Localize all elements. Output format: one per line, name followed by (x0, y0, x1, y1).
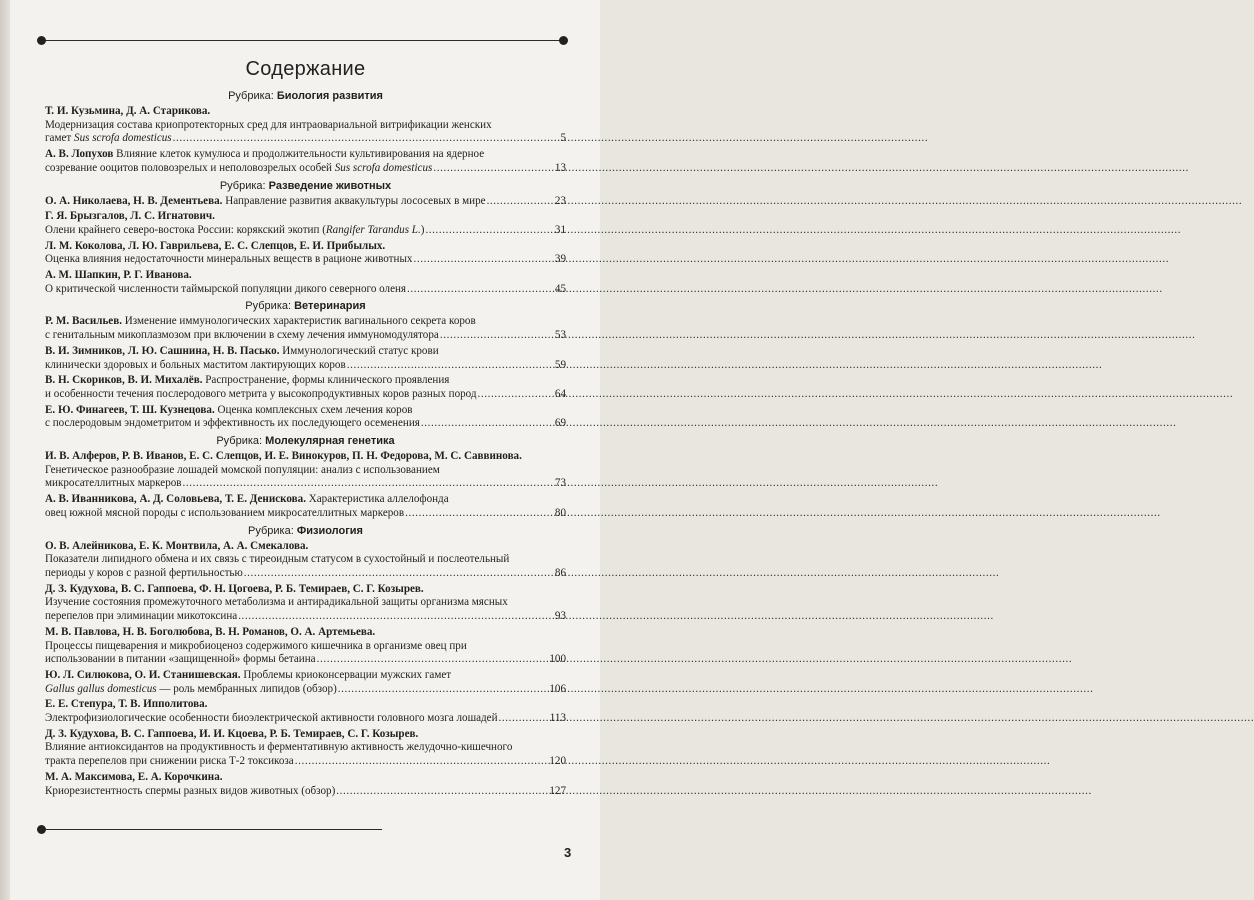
entry-first-line: А. В. Иванникова, А. Д. Соловьева, Т. Е. Денискова. Характеристика аллелофонда (45, 493, 449, 506)
entry-title-text: Gallus gallus domesticus — роль мембранных липидов (обзор) (45, 682, 337, 695)
toc-entry[interactable] (45, 728, 566, 769)
toc-entry[interactable] (45, 210, 566, 237)
entry-first-line (45, 771, 566, 785)
entry-page-number: 73 (554, 477, 566, 490)
entry-authors: Ю. Л. Силюкова, О. И. Станишевская. (45, 668, 241, 681)
entry-page-number: 86 (554, 566, 566, 579)
entry-authors: Т. И. Кузьмина, Д. А. Старикова. (45, 105, 211, 117)
entry-title-line: Изучение состояния промежуточного метаболизма и антирадикальной защиты организма мясных (45, 596, 508, 609)
entry-title-line: Модернизация состава криопротекторных сред для интраовариальной витрификации женских (45, 118, 492, 131)
toc-entry[interactable] (45, 269, 566, 296)
rubric-heading (45, 300, 566, 312)
entry-authors: А. М. Шапкин, Р. Г. Иванова. (45, 269, 192, 282)
entry-authors: И. В. Алферов, Р. В. Иванов, Е. С. Слепцов, И. Е. Винокуров, П. Н. Федорова, М. С. Саввинова. (45, 450, 522, 463)
rubric-prefix: Рубрика: (216, 435, 266, 448)
entry-title-text: гамет Sus scrofa domesticus (45, 132, 172, 145)
entry-first-line (45, 105, 566, 119)
entry-page-number: 127 (549, 784, 566, 797)
toc-entry[interactable] (45, 195, 566, 209)
dot-leader (413, 253, 553, 267)
dot-leader (317, 653, 549, 667)
entry-authors: О. В. Алейникова, Е. К. Монтвила, А. А. Смекалова. (45, 539, 309, 552)
dot-leader (433, 162, 554, 176)
entry-title-line (45, 477, 566, 491)
entry-title-line: Влияние антиоксидантов на продуктивность и ферментативную активность желудочно-кишечного (45, 741, 513, 754)
entry-authors: М. А. Максимова, Е. А. Корочкина. (45, 770, 223, 783)
rubric-name: Биология развития (276, 90, 383, 102)
dot-leader (405, 507, 554, 521)
entry-first-line (45, 210, 566, 224)
entry-title-line (45, 567, 566, 581)
toc-entry[interactable] (45, 374, 566, 401)
entry-title-line (45, 417, 566, 431)
dot-leader (421, 417, 554, 431)
entry-authors: Д. З. Кудухова, В. С. Гаппоева, И. И. Кцоева, Р. Б. Темираев, С. Г. Козырев. (45, 727, 419, 740)
toc-entry[interactable] (45, 698, 566, 725)
entry-title-line (45, 610, 566, 624)
entry-authors: Д. З. Кудухова, В. С. Гаппоева, Ф. Н. Цогоева, Р. Б. Темираев, С. Г. Козырев. (45, 582, 424, 595)
top-right-dot (559, 36, 568, 45)
rubric-prefix: Рубрика: (248, 524, 297, 537)
entry-title-line (45, 162, 566, 176)
entry-title-text: периоды у коров с разной фертильностью (45, 566, 243, 579)
rubric-prefix: Рубрика: (219, 179, 269, 192)
entry-title-text: с генитальным микоплазмозом при включении в схему лечения иммуномодулятора (45, 329, 439, 342)
entry-first-text: О. А. Николаева, Н. В. Дементьева. Направление развития аквакультуры лососевых в мире (45, 194, 486, 207)
toc-entry[interactable] (45, 540, 566, 581)
binding-shadow (0, 0, 10, 900)
entry-authors: Р. М. Васильев. (45, 315, 122, 328)
toc-entry[interactable] (45, 626, 566, 667)
entry-title-text: с послеродовым эндометритом и эффективность их последующего осеменения (45, 417, 420, 430)
entry-page-number: 120 (549, 755, 566, 768)
entry-authors: Г. Я. Брызгалов, Л. С. Игнатович. (45, 210, 215, 223)
dot-leader (347, 359, 554, 373)
entry-first-line (45, 240, 566, 254)
entry-title-line (45, 388, 566, 402)
bottom-left-dot (37, 825, 46, 834)
page-title: Содержание (245, 58, 366, 80)
entry-title-text: Электрофизиологические особенности биоэлектрической активности головного мозга лошадей (45, 712, 498, 725)
entry-title-line (45, 683, 566, 697)
entry-page-number: 39 (554, 253, 566, 266)
toc-entry[interactable] (45, 583, 566, 624)
entry-title-text: О критической численности таймырской популяции дикого северного оленя (45, 282, 407, 295)
rubric-name: Ветеринария (294, 300, 366, 313)
entry-page-number: 13 (554, 161, 566, 174)
entry-first-line (45, 626, 566, 640)
entry-page-number: 69 (554, 417, 566, 430)
entry-title-line (45, 359, 566, 373)
entry-first-line: А. В. Лопухов Влияние клеток кумулюса и продолжительности культивирования на ядерное (45, 148, 485, 161)
rubric-prefix: Рубрика: (228, 90, 277, 102)
entry-page-number: 64 (554, 387, 566, 400)
entry-page-number: 113 (549, 712, 566, 725)
table-of-contents (45, 90, 566, 798)
entry-page-number: 100 (549, 653, 566, 666)
toc-entry[interactable] (45, 315, 566, 342)
entry-title-line (45, 224, 566, 238)
entry-title-text: Олени крайнего северо-востока России: корякский экотип (Rangifer Tarandus L.) (45, 223, 425, 236)
entry-first-line: В. И. Зимников, Л. Ю. Сашнина, Н. В. Пасько. Иммунологический статус крови (45, 344, 439, 357)
toc-entry[interactable] (45, 148, 566, 175)
entry-title-text: овец южной мясной породы с использованием микросателлитных маркеров (45, 506, 405, 519)
entry-page-number: 53 (554, 329, 566, 342)
entry-title-text: микросателлитных маркеров (45, 477, 182, 490)
entry-title-line (45, 507, 566, 521)
entry-first-line (45, 583, 566, 597)
entry-page-number: 80 (554, 506, 566, 519)
entry-page-number: 5 (560, 132, 566, 145)
entry-first-line (45, 728, 566, 742)
rubric-heading (45, 90, 566, 102)
toc-entry[interactable] (45, 493, 566, 520)
entry-first-line (45, 698, 566, 712)
entry-title-text: тракта перепелов при снижении риска Т-2 токсикоза (45, 755, 294, 768)
entry-first-line (45, 540, 566, 554)
dot-leader (183, 477, 554, 491)
entry-authors: Л. М. Коколова, Л. Ю. Гаврильева, Е. С. Слепцов, Е. И. Прибылых. (45, 239, 386, 252)
dot-leader (407, 283, 554, 297)
toc-entry[interactable] (45, 771, 566, 798)
entry-page-number: 31 (554, 223, 566, 236)
toc-entry[interactable] (45, 450, 566, 491)
entry-title-line (45, 329, 566, 343)
dot-leader (425, 224, 553, 238)
entry-authors: М. В. Павлова, Н. В. Боголюбова, В. Н. Романов, О. А. Артемьева. (45, 625, 376, 638)
rubric-prefix: Рубрика: (245, 300, 295, 313)
entry-page-number: 45 (554, 282, 566, 295)
entry-authors: Е. Е. Степура, Т. В. Ипполитова. (45, 698, 208, 711)
toc-entry[interactable] (45, 240, 566, 267)
entry-first-line: Е. Ю. Финагеев, Т. Ш. Кузнецова. Оценка комплексных схем лечения коров (45, 403, 413, 416)
dot-leader (336, 785, 548, 799)
entry-title-text: и особенности течения послеродового метрита у высокопродуктивных коров разных пород (45, 387, 477, 400)
dot-leader (440, 329, 554, 343)
entry-authors: В. Н. Скориков, В. И. Михалёв. (45, 374, 203, 387)
entry-title-text: перепелов при элиминации микотоксина (45, 610, 238, 623)
entry-first-line: В. Н. Скориков, В. И. Михалёв. Распространение, формы клинического проявления (45, 374, 450, 387)
rubric-heading (45, 525, 566, 537)
entry-page-number: 59 (554, 358, 566, 371)
entry-title-text: созревание ооцитов половозрелых и неполовозрелых особей Sus scrofa domesticus (45, 161, 433, 174)
entry-authors: А. В. Иванникова, А. Д. Соловьева, Т. Е. Денискова. (45, 493, 306, 506)
contents-body (45, 58, 566, 800)
rubric-name: Разведение животных (268, 179, 392, 192)
rubric-heading (45, 180, 566, 192)
entry-first-line (45, 450, 566, 464)
toc-entry[interactable] (45, 105, 566, 146)
entry-first-line: Ю. Л. Силюкова, О. И. Станишевская. Проблемы криоконсервации мужских гамет (45, 668, 452, 681)
entry-page-number: 106 (549, 682, 566, 695)
entry-title-line (45, 785, 566, 799)
rubric-name: Физиология (296, 524, 363, 537)
entry-first-line: Р. М. Васильев. Изменение иммунологических характеристик вагинального секрета коров (45, 315, 476, 328)
dot-leader (499, 712, 549, 726)
dot-leader (487, 195, 554, 209)
entry-title-line: Генетическое разнообразие лошадей момской популяции: анализ с использованием (45, 463, 440, 476)
toc-entry[interactable] (45, 345, 566, 372)
entry-page-number: 23 (554, 194, 566, 207)
rubric-heading (45, 435, 566, 447)
bottom-rule (42, 829, 382, 830)
entry-title-line (45, 283, 566, 297)
entry-title-line (45, 755, 566, 769)
entry-authors: Е. Ю. Финагеев, Т. Ш. Кузнецова. (45, 403, 215, 416)
dot-leader (173, 132, 560, 146)
entry-title-line: Показатели липидного обмена и их связь с тиреоидным статусом в сухостойный и послеотельный (45, 553, 510, 566)
toc-entry[interactable] (45, 669, 566, 696)
entry-first-line (45, 269, 566, 283)
dot-leader (295, 755, 549, 769)
toc-entry[interactable] (45, 404, 566, 431)
dot-leader (238, 610, 554, 624)
dot-leader (478, 388, 554, 402)
entry-authors: А. В. Лопухов (45, 148, 114, 161)
top-left-dot (37, 36, 46, 45)
top-rule (42, 40, 564, 41)
entry-authors: В. И. Зимников, Л. Ю. Сашнина, Н. В. Пасько. (45, 344, 280, 357)
entry-title-text: Криорезистентность спермы разных видов животных (обзор) (45, 784, 336, 797)
entry-title-text: Оценка влияния недостаточности минеральных веществ в рационе животных (45, 253, 413, 266)
entry-title-line (45, 253, 566, 267)
entry-title-line (45, 653, 566, 667)
dot-leader (338, 683, 549, 697)
entry-title-text: использовании в питании «защищенной» формы бетаина (45, 653, 316, 666)
entry-authors: О. А. Николаева, Н. В. Дементьева. (45, 194, 223, 207)
entry-first-line (45, 195, 566, 209)
entry-title-line (45, 132, 566, 146)
dot-leader (244, 567, 554, 581)
entry-title-text: клинически здоровых и больных маститом лактирующих коров (45, 358, 346, 371)
rubric-name: Молекулярная генетика (265, 435, 395, 448)
entry-title-line: Процессы пищеварения и микробиоценоз содержимого кишечника в организме овец при (45, 639, 467, 652)
page-number: 3 (564, 845, 572, 860)
entry-page-number: 93 (554, 610, 566, 623)
entry-title-line (45, 712, 566, 726)
